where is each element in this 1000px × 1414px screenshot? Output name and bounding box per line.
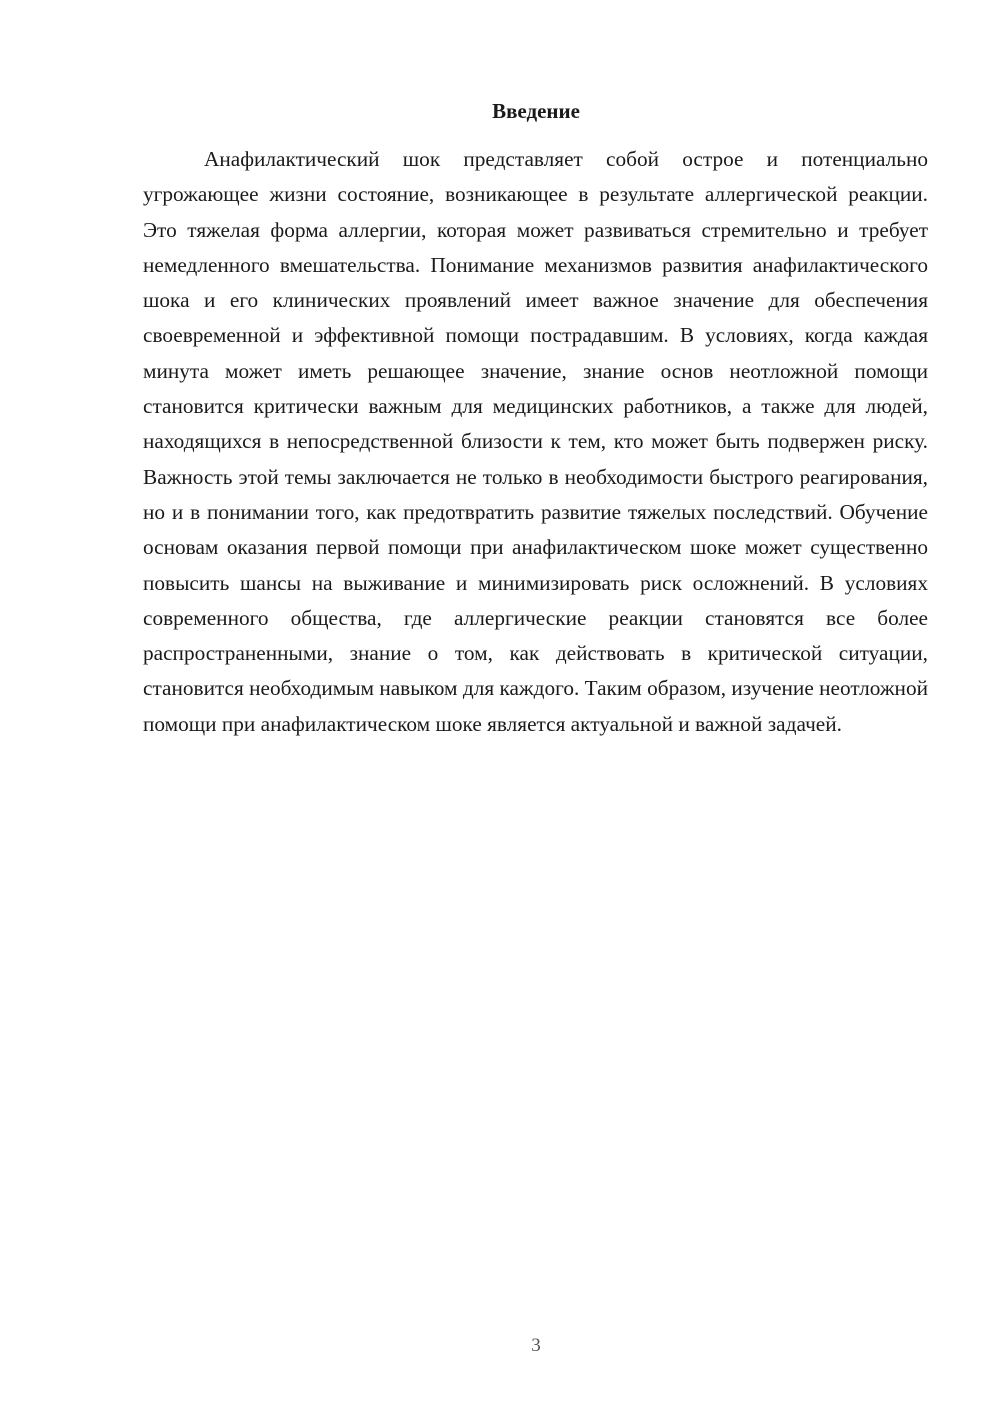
intro-paragraph: Анафилактический шок представляет собой острое и потенциально угрожающее жизни состояние, возникающее в результате аллергической реакции. Это тяжелая форма аллергии, которая может развиваться стремительно и требует немедленного вмешательства. Понимание механизмов развития анафилактического шока и его клинических проявлений имеет важное значение для обеспечения своевременной и эффективной помощи пострадавшим. В условиях, когда каждая минута может иметь решающее значение, знание основ неотложной помощи становится критически важным для медицинских работников, а также для людей, находящихся в непосредственной близости к тем, кто может быть подвержен риску. Важность этой темы заключается не только в необходимости быстрого реагирования, но и в понимании того, как предотвратить развитие тяжелых последствий. Обучение основам оказания первой помощи при анафилактическом шоке может существенно повысить шансы на выживание и минимизировать риск осложнений. В условиях современного общества, где аллергические реакции становятся все более распространенными, знание о том, как действовать в критической ситуации, становится необходимым навыком для каждого. Таким образом, изучение неотложной помощи при анафилактическом шоке является актуальной и важной задачей. <box>143 147 928 736</box>
page-number: 3 <box>531 1335 541 1356</box>
section-heading: Введение <box>492 99 580 123</box>
